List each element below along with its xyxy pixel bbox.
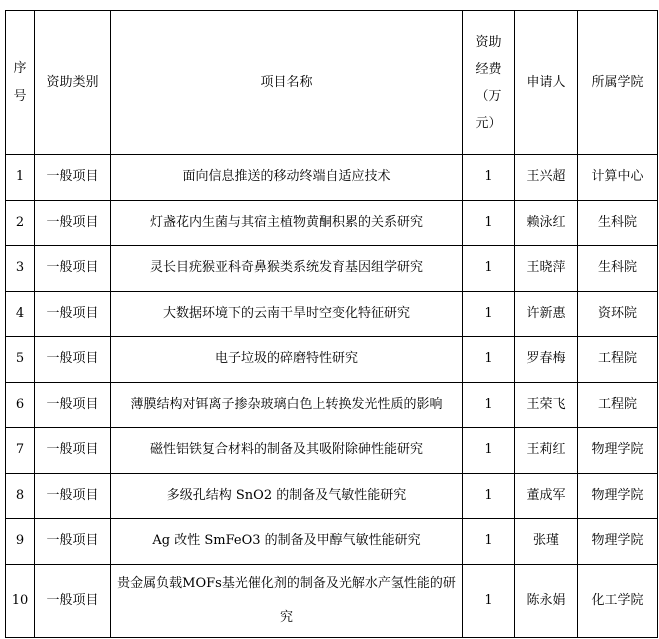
cell-applicant: 王荣飞 xyxy=(515,382,578,428)
cell-seq: 6 xyxy=(6,382,35,428)
cell-fee: 1 xyxy=(463,155,515,201)
project-table xyxy=(5,10,658,638)
cell-seq: 7 xyxy=(6,428,35,474)
cell-seq: 5 xyxy=(6,337,35,383)
cell-category: 一般项目 xyxy=(35,337,111,383)
cell-category: 一般项目 xyxy=(35,291,111,337)
table-row xyxy=(6,382,658,428)
cell-applicant: 许新惠 xyxy=(515,291,578,337)
cell-college: 生科院 xyxy=(578,200,658,246)
cell-name: 面向信息推送的移动终端自适应技术 xyxy=(111,155,463,201)
cell-college: 化工学院 xyxy=(578,564,658,637)
cell-applicant: 王兴超 xyxy=(515,155,578,201)
cell-category: 一般项目 xyxy=(35,519,111,565)
cell-name: 电子垃圾的碎磨特性研究 xyxy=(111,337,463,383)
cell-fee: 1 xyxy=(463,519,515,565)
cell-applicant: 陈永娟 xyxy=(515,564,578,637)
cell-applicant: 王晓萍 xyxy=(515,246,578,292)
header-applicant: 申请人 xyxy=(515,11,578,155)
cell-category: 一般项目 xyxy=(35,428,111,474)
cell-seq: 9 xyxy=(6,519,35,565)
cell-applicant: 赖泳红 xyxy=(515,200,578,246)
cell-college: 资环院 xyxy=(578,291,658,337)
table-row xyxy=(6,291,658,337)
cell-fee: 1 xyxy=(463,564,515,637)
cell-seq: 1 xyxy=(6,155,35,201)
cell-seq: 4 xyxy=(6,291,35,337)
cell-applicant: 罗春梅 xyxy=(515,337,578,383)
cell-college: 生科院 xyxy=(578,246,658,292)
table-row xyxy=(6,428,658,474)
cell-fee: 1 xyxy=(463,291,515,337)
cell-college: 工程院 xyxy=(578,382,658,428)
header-fee: 资助经费（万元） xyxy=(463,11,515,155)
cell-fee: 1 xyxy=(463,382,515,428)
cell-category: 一般项目 xyxy=(35,382,111,428)
cell-college: 物理学院 xyxy=(578,428,658,474)
header-category: 资助类别 xyxy=(35,11,111,155)
table-row xyxy=(6,564,658,637)
cell-category: 一般项目 xyxy=(35,564,111,637)
table-header-row xyxy=(6,11,658,155)
cell-name: Ag 改性 SmFeO3 的制备及甲醇气敏性能研究 xyxy=(111,519,463,565)
cell-applicant: 张瑾 xyxy=(515,519,578,565)
cell-fee: 1 xyxy=(463,246,515,292)
cell-seq: 2 xyxy=(6,200,35,246)
table-row xyxy=(6,337,658,383)
cell-name: 大数据环境下的云南干旱时空变化特征研究 xyxy=(111,291,463,337)
cell-name: 贵金属负载MOFs基光催化剂的制备及光解水产氢性能的研究 xyxy=(111,564,463,637)
cell-college: 物理学院 xyxy=(578,519,658,565)
cell-fee: 1 xyxy=(463,200,515,246)
cell-applicant: 董成军 xyxy=(515,473,578,519)
cell-category: 一般项目 xyxy=(35,200,111,246)
cell-seq: 10 xyxy=(6,564,35,637)
cell-seq: 8 xyxy=(6,473,35,519)
cell-college: 物理学院 xyxy=(578,473,658,519)
cell-category: 一般项目 xyxy=(35,246,111,292)
table-row xyxy=(6,519,658,565)
table-row xyxy=(6,155,658,201)
cell-name: 多级孔结构 SnO2 的制备及气敏性能研究 xyxy=(111,473,463,519)
cell-name: 灯盏花内生菌与其宿主植物黄酮积累的关系研究 xyxy=(111,200,463,246)
table-row xyxy=(6,473,658,519)
table-row xyxy=(6,246,658,292)
cell-college: 计算中心 xyxy=(578,155,658,201)
header-seq: 序号 xyxy=(6,11,35,155)
cell-seq: 3 xyxy=(6,246,35,292)
cell-fee: 1 xyxy=(463,428,515,474)
cell-category: 一般项目 xyxy=(35,155,111,201)
header-name: 项目名称 xyxy=(111,11,463,155)
table-row xyxy=(6,200,658,246)
cell-applicant: 王莉红 xyxy=(515,428,578,474)
cell-name: 磁性铝铁复合材料的制备及其吸附除砷性能研究 xyxy=(111,428,463,474)
cell-fee: 1 xyxy=(463,337,515,383)
cell-category: 一般项目 xyxy=(35,473,111,519)
cell-college: 工程院 xyxy=(578,337,658,383)
cell-fee: 1 xyxy=(463,473,515,519)
cell-name: 薄膜结构对铒离子掺杂玻璃白色上转换发光性质的影响 xyxy=(111,382,463,428)
cell-name: 灵长目疣猴亚科奇鼻猴类系统发育基因组学研究 xyxy=(111,246,463,292)
header-college: 所属学院 xyxy=(578,11,658,155)
